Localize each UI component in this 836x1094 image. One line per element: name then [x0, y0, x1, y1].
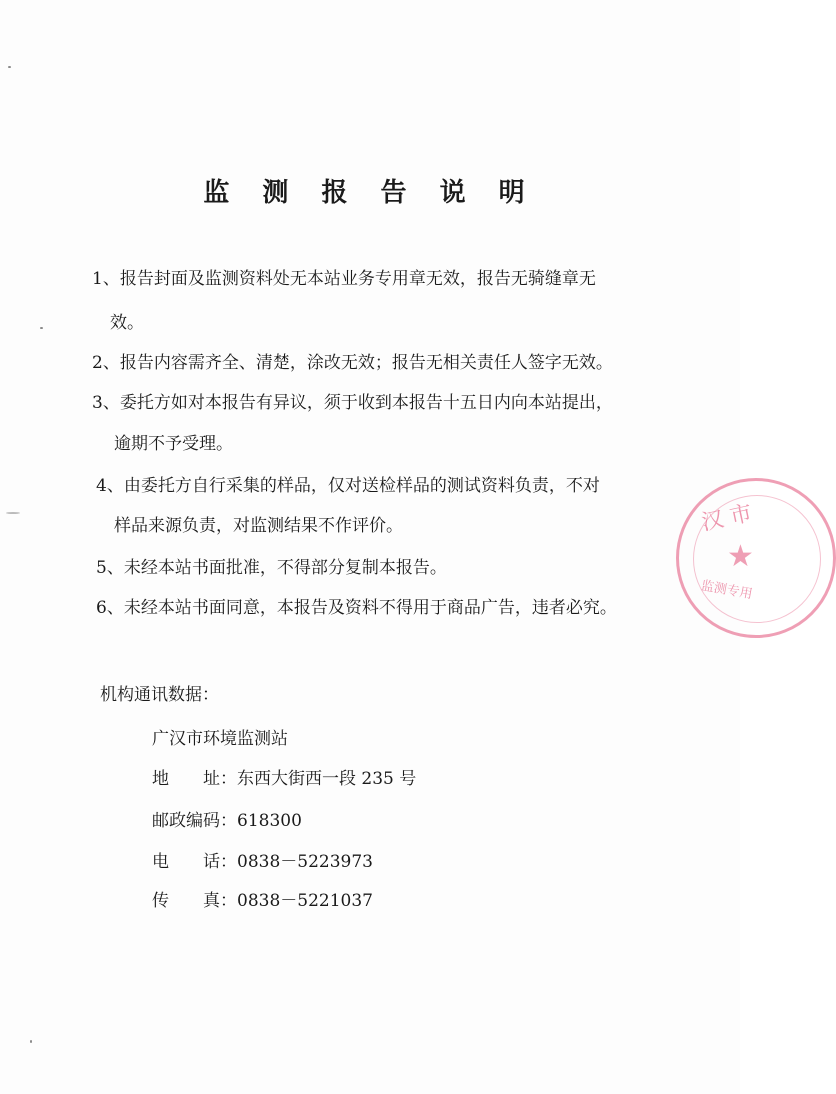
list-item: 6、未经本站书面同意，本报告及资料不得用于商品广告，违者必究。 [96, 598, 617, 618]
list-item-continuation: 样品来源负责，对监测结果不作评价。 [114, 516, 403, 536]
seal-text-top: 汉 市 [699, 500, 755, 536]
postcode-value: 618300 [237, 811, 302, 831]
address-row [152, 764, 416, 789]
postcode-row [152, 806, 302, 831]
phone-label: 电 话： [152, 852, 237, 872]
fax-label: 传 真： [152, 891, 237, 911]
contact-heading: 机构通讯数据： [100, 685, 219, 705]
list-item-continuation: 效。 [110, 313, 144, 333]
list-item: 5、未经本站书面批准，不得部分复制本报告。 [96, 558, 447, 578]
list-item: 3、委托方如对本报告有异议，须于收到本报告十五日内向本站提出， [92, 393, 613, 413]
list-item: 1、报告封面及监测资料处无本站业务专用章无效，报告无骑缝章无 [92, 269, 596, 289]
seal-text-side: 监测专用 [699, 578, 754, 603]
list-item-continuation: 逾期不予受理。 [114, 434, 233, 454]
scan-speck [8, 66, 11, 68]
postcode-label: 邮政编码： [152, 811, 237, 831]
fax-value: 0838－5221037 [237, 891, 373, 911]
list-item: 2、报告内容需齐全、清楚，涂改无效；报告无相关责任人签字无效。 [92, 353, 613, 373]
org-name: 广汉市环境监测站 [152, 729, 288, 749]
scan-speck [30, 1040, 32, 1043]
official-seal [676, 478, 836, 638]
phone-value: 0838－5223973 [237, 852, 373, 872]
fax-row [152, 886, 373, 911]
phone-row [152, 847, 373, 872]
page-title: 监 测 报 告 说 明 [203, 178, 537, 208]
list-item: 4、由委托方自行采集的样品，仅对送检样品的测试资料负责，不对 [96, 476, 600, 496]
address-value: 东西大街西一段 235 号 [237, 769, 417, 789]
address-label: 地 址： [152, 769, 237, 789]
scan-speck [40, 327, 43, 329]
seal-star-icon: ★ [727, 539, 754, 574]
scan-speck [6, 512, 20, 514]
